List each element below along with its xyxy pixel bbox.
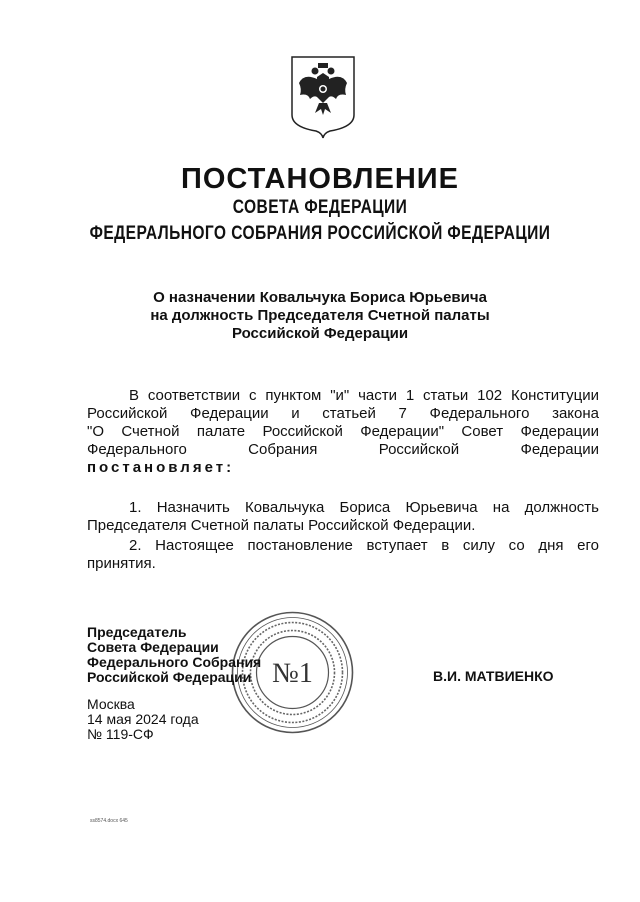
item-2-line-1: 2. Настоящее постановление вступает в силу со дня его — [129, 537, 599, 554]
preamble-line-2: Российской Федерации и статьей 7 Федерального закона — [87, 405, 599, 422]
coat-of-arms-icon — [290, 55, 356, 139]
signature-title-line-1: Председатель — [87, 624, 187, 640]
preamble-line-4: Федерального Собрания Российской Федерации — [87, 441, 599, 458]
signer-name: В.И. МАТВИЕНКО — [433, 668, 554, 684]
issuer-line-2: ФЕДЕРАЛЬНОГО СОБРАНИЯ РОССИЙСКОЙ ФЕДЕРАЦИИ — [89, 223, 551, 244]
issuer-line-1: СОВЕТА ФЕДЕРАЦИИ — [232, 197, 408, 218]
item-2-line-2: принятия. — [87, 555, 156, 572]
subject-line-1: О назначении Ковальчука Бориса Юрьевича — [153, 289, 487, 306]
decree-word: постановляет: — [87, 459, 235, 476]
signature-title-line-2: Совета Федерации — [87, 639, 219, 655]
seal-number: №1 — [272, 658, 313, 689]
item-1-line-1: 1. Назначить Ковальчука Бориса Юрьевича на должность — [129, 499, 599, 516]
subject-line-3: Российской Федерации — [231, 325, 409, 342]
signature-title-line-4: Российской Федерации — [87, 669, 252, 685]
preamble-line-3: "О Счетной палате Российской Федерации" Совет Федерации — [87, 423, 599, 440]
file-reference: ss8574.docx 645 — [90, 818, 128, 824]
signature-title-line-3: Федерального Собрания — [87, 654, 262, 670]
document-type-title: ПОСТАНОВЛЕНИЕ — [181, 163, 459, 195]
preamble-line-1: В соответствии с пунктом "и" части 1 статьи 102 Конституции — [129, 387, 599, 404]
subject-line-2: на должность Председателя Счетной палаты — [150, 307, 490, 324]
place: Москва — [87, 696, 135, 712]
item-1-line-2: Председателя Счетной палаты Российской Федерации. — [87, 517, 476, 534]
document-number: № 119-СФ — [87, 726, 154, 742]
date: 14 мая 2024 года — [87, 711, 199, 727]
